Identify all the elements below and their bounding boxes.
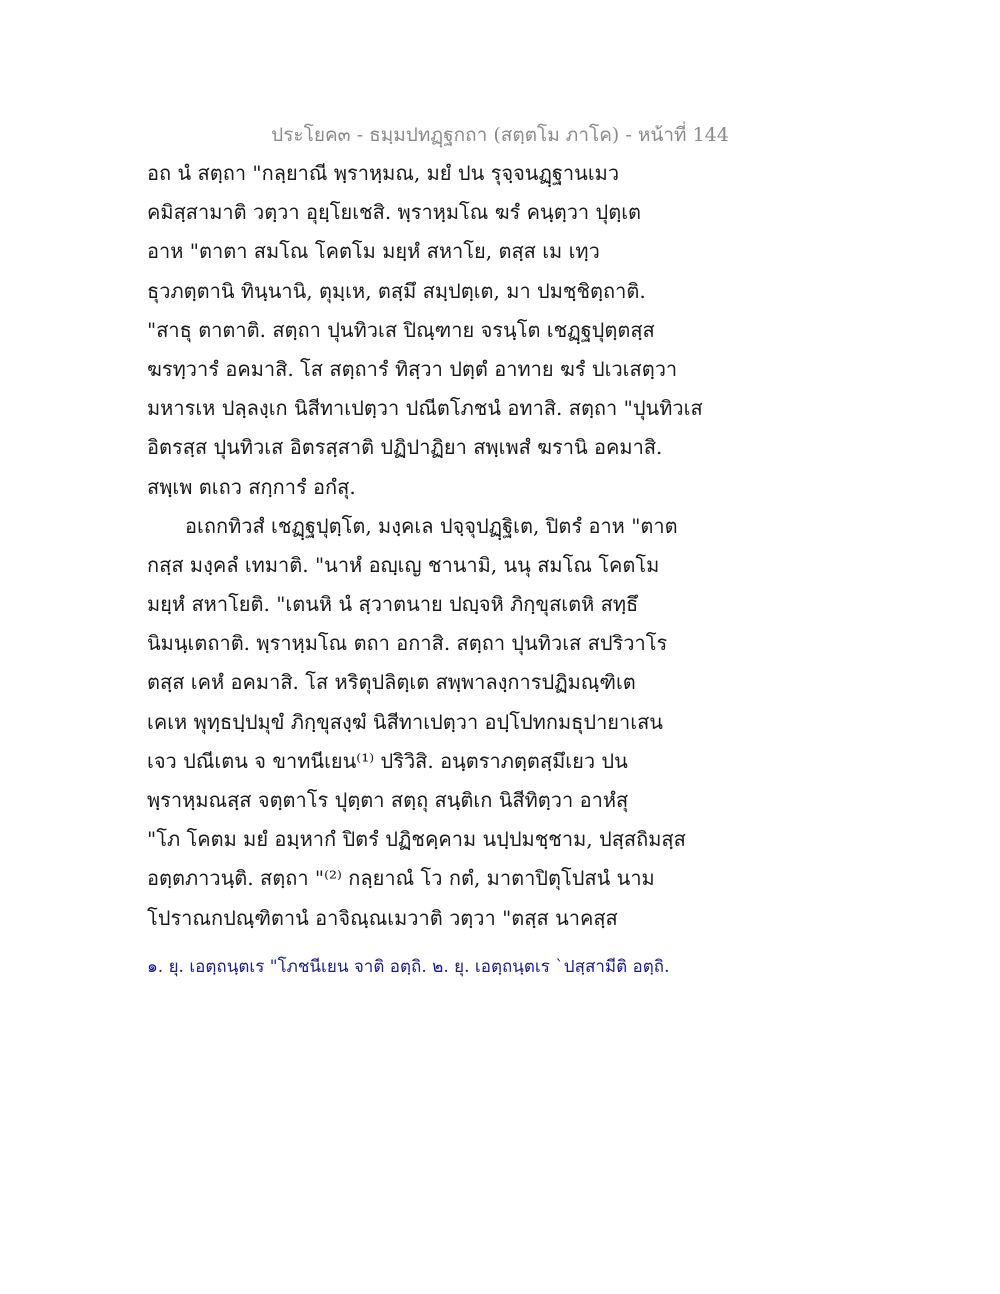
- text-line: ธุวภตฺตานิ ทินฺนานิ, ตุมฺเห, ตสฺมึ สมฺปตฺเต, มา ปมชฺชิตฺถาติ.: [147, 278, 646, 303]
- text-line: ฆรทฺวารํ อคมาสิ. โส สตฺถารํ ทิสฺวา ปตฺตํ อาทาย ฆรํ ปเวเสตฺวา: [147, 356, 678, 381]
- text-line: อเถกทิวสํ เชฏฺฐปุตฺโต, มงฺคเล ปจฺจุปฏฺฐิเต, ปิตรํ อาห "ตาต: [185, 513, 678, 538]
- text-line: กสฺส มงฺคลํ เทมาติ. "นาหํ อญฺเญ ชานามิ, นนุ สมโณ โคตโม: [147, 552, 660, 577]
- page-header: ประโยค๓ - ธมฺมปทฏฺฐกถา (สตฺตโม ภาโค) - หน้าที่ 144: [271, 124, 729, 146]
- footnote: ๑. ยุ. เอตฺถนฺตเร "โภชนีเยน จาติ อตฺถิ. ๒. ยุ. เอตฺถนฺตเร `ปสฺสามีติ อตฺถิ.: [147, 957, 670, 977]
- text-line: โปราณกปณฺฑิตานํ อาจิณฺณเมวาติ วตฺวา "ตสฺส นาคสฺส: [147, 905, 618, 930]
- body-text: [147, 154, 707, 938]
- text-line: นิมนฺเตถาติ. พฺราหฺมโณ ตถา อกาสิ. สตฺถา ปุนทิวเส สปริวาโร: [147, 631, 668, 656]
- text-line: "โภ โคตม มยํ อมฺหากํ ปิตรํ ปฏิชคฺคาม นปฺปมชฺชาม, ปสฺสถิมสฺส: [147, 827, 686, 852]
- text-line: ตสฺส เคหํ อคมาสิ. โส หริตุปลิตฺเต สพฺพาลงฺการปฏิมณฺฑิเต: [147, 670, 636, 695]
- text-line: มยฺหํ สหาโยติ. "เตนหิ นํ สฺวาตนาย ปญฺจหิ ภิกฺขุสเตหิ สทฺธึ: [147, 592, 639, 617]
- text-line: เคเห พุทฺธปฺปมุขํ ภิกฺขุสงฺฆํ นิสีทาเปตฺวา อปฺโปทกมธุปายาเสน: [147, 709, 663, 734]
- text-line: คมิสฺสามาติ วตฺวา อุยฺโยเชสิ. พฺราหฺมโณ ฆรํ คนฺตฺวา ปุตฺเต: [147, 200, 642, 225]
- text-line: พฺราหฺมณสฺส จตฺตาโร ปุตฺตา สตฺถุ สนฺติเก นิสีทิตฺวา อาหํสุ: [147, 788, 629, 812]
- text-line: มหารเห ปลฺลงฺเก นิสีทาเปตฺวา ปณีตโภชนํ อทาสิ. สตฺถา "ปุนทิวเส: [147, 396, 703, 421]
- text-line: อตฺตภาวนฺติ. สตฺถา "⁽²⁾ กลฺยาณํ โว กตํ, มาตาปิตุโปสนํ นาม: [147, 866, 655, 891]
- text-line: อาห "ตาตา สมโณ โคตโม มยฺหํ สหาโย, ตสฺส เม เทฺว: [147, 239, 600, 264]
- text-line: "สาธุ ตาตาติ. สตฺถา ปุนทิวเส ปิณฺฑาย จรนฺโต เชฏฺฐปุตฺตสฺส: [147, 317, 655, 342]
- text-line: อิตรสฺส ปุนทิวเส อิตรสฺสาติ ปฏิปาฏิยา สพฺเพสํ ฆรานิ อคมาสิ.: [147, 435, 663, 460]
- text-line: อถ นํ สตฺถา "กลฺยาณี พฺราหฺมณ, มยํ ปน รุจฺจนฏฺฐานเมว: [147, 161, 620, 185]
- text-line: เจว ปณีเตน จ ขาทนีเยน⁽¹⁾ ปริวิสิ. อนฺตราภตฺตสฺมึเยว ปน: [147, 748, 628, 773]
- text-line: สพฺเพ ตเถว สกฺการํ อกํสุ.: [147, 474, 356, 499]
